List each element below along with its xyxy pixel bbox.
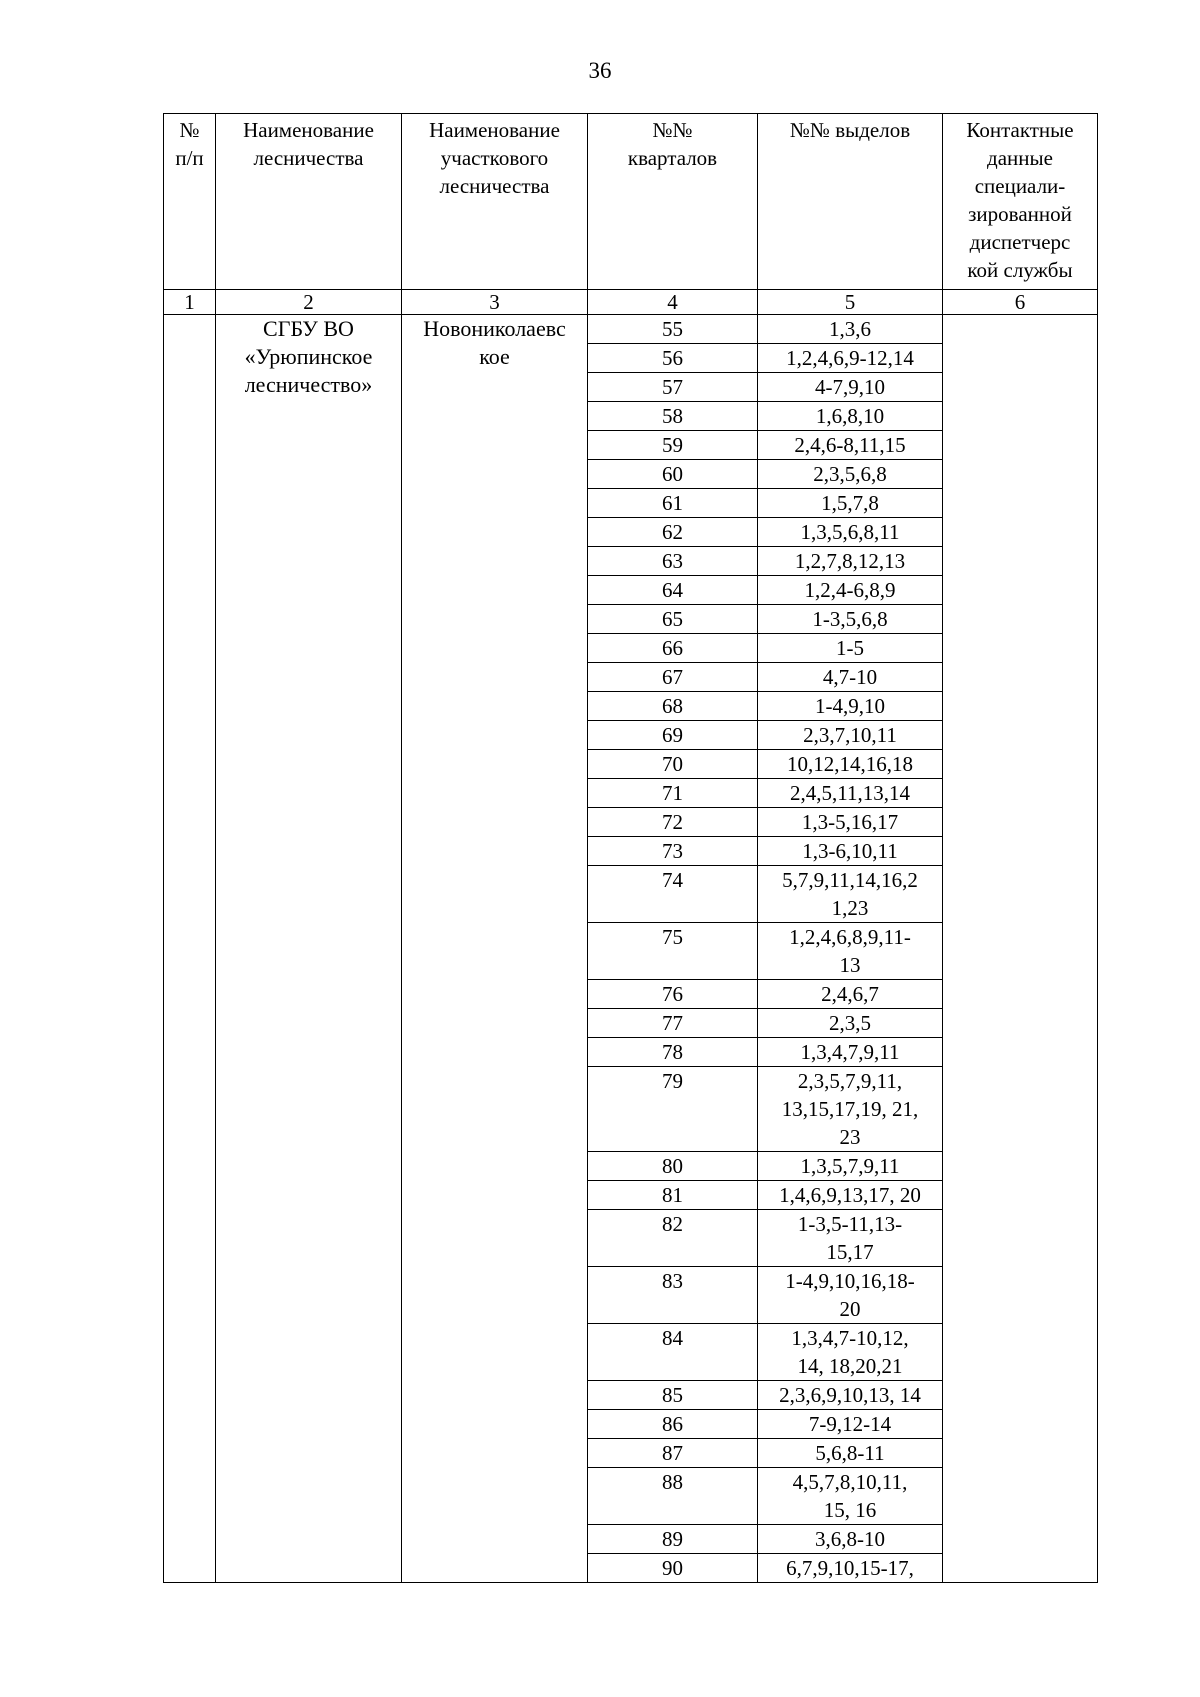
- quarter-number: 73: [588, 837, 758, 866]
- plot-numbers: 4,7-10: [758, 663, 943, 692]
- plot-numbers: 1-3,5-11,13- 15,17: [758, 1210, 943, 1267]
- plot-numbers: 3,6,8-10: [758, 1525, 943, 1554]
- quarter-number: 80: [588, 1152, 758, 1181]
- forestry-table: [163, 113, 1098, 1583]
- quarter-number: 59: [588, 431, 758, 460]
- quarter-number: 71: [588, 779, 758, 808]
- plot-numbers: 7-9,12-14: [758, 1410, 943, 1439]
- header-row: [164, 114, 1098, 290]
- plot-numbers: 1,3-5,16,17: [758, 808, 943, 837]
- plot-numbers: 1,2,4-6,8,9: [758, 576, 943, 605]
- plot-numbers: 2,3,7,10,11: [758, 721, 943, 750]
- quarter-number: 72: [588, 808, 758, 837]
- plot-numbers: 1-4,9,10: [758, 692, 943, 721]
- quarter-number: 85: [588, 1381, 758, 1410]
- plot-numbers: 1,3-6,10,11: [758, 837, 943, 866]
- quarter-number: 89: [588, 1525, 758, 1554]
- header-cell: Наименование участкового лесничества: [402, 114, 588, 290]
- quarter-number: 66: [588, 634, 758, 663]
- column-number: 3: [402, 290, 588, 315]
- plot-numbers: 2,3,5,7,9,11, 13,15,17,19, 21, 23: [758, 1067, 943, 1152]
- column-number: 5: [758, 290, 943, 315]
- plot-numbers: 10,12,14,16,18: [758, 750, 943, 779]
- plot-numbers: 1-3,5,6,8: [758, 605, 943, 634]
- quarter-number: 57: [588, 373, 758, 402]
- quarter-number: 67: [588, 663, 758, 692]
- row-number-cell: [164, 315, 216, 1583]
- header-cell: Контактные данные специали- зированной диспетчерс кой службы: [943, 114, 1098, 290]
- quarter-number: 75: [588, 923, 758, 980]
- quarter-number: 58: [588, 402, 758, 431]
- quarter-number: 76: [588, 980, 758, 1009]
- plot-numbers: 2,3,6,9,10,13, 14: [758, 1381, 943, 1410]
- contact-cell: [943, 315, 1098, 1583]
- plot-numbers: 1-4,9,10,16,18- 20: [758, 1267, 943, 1324]
- quarter-number: 64: [588, 576, 758, 605]
- quarter-number: 62: [588, 518, 758, 547]
- plot-numbers: 1-5: [758, 634, 943, 663]
- plot-numbers: 5,6,8-11: [758, 1439, 943, 1468]
- quarter-number: 61: [588, 489, 758, 518]
- header-cell: Наименование лесничества: [216, 114, 402, 290]
- plot-numbers: 1,3,5,6,8,11: [758, 518, 943, 547]
- header-cell: № п/п: [164, 114, 216, 290]
- quarter-number: 83: [588, 1267, 758, 1324]
- quarter-number: 63: [588, 547, 758, 576]
- forestry-name: СГБУ ВО «Урюпинское лесничество»: [216, 315, 402, 1583]
- quarter-number: 56: [588, 344, 758, 373]
- plot-numbers: 1,6,8,10: [758, 402, 943, 431]
- quarter-number: 82: [588, 1210, 758, 1267]
- plot-numbers: 1,2,4,6,8,9,11- 13: [758, 923, 943, 980]
- header-cell: №№ кварталов: [588, 114, 758, 290]
- quarter-number: 74: [588, 866, 758, 923]
- column-number: 2: [216, 290, 402, 315]
- plot-numbers: 2,4,5,11,13,14: [758, 779, 943, 808]
- quarter-number: 65: [588, 605, 758, 634]
- plot-numbers: 4,5,7,8,10,11, 15, 16: [758, 1468, 943, 1525]
- plot-numbers: 1,3,4,7,9,11: [758, 1038, 943, 1067]
- quarter-number: 86: [588, 1410, 758, 1439]
- quarter-number: 79: [588, 1067, 758, 1152]
- plot-numbers: 5,7,9,11,14,16,2 1,23: [758, 866, 943, 923]
- plot-numbers: 2,3,5: [758, 1009, 943, 1038]
- column-number: 4: [588, 290, 758, 315]
- quarter-number: 69: [588, 721, 758, 750]
- plot-numbers: 1,5,7,8: [758, 489, 943, 518]
- plot-numbers: 2,3,5,6,8: [758, 460, 943, 489]
- plot-numbers: 1,3,5,7,9,11: [758, 1152, 943, 1181]
- quarter-number: 84: [588, 1324, 758, 1381]
- plot-numbers: 4-7,9,10: [758, 373, 943, 402]
- quarter-number: 68: [588, 692, 758, 721]
- page-number: 36: [588, 58, 612, 83]
- plot-numbers: 6,7,9,10,15-17,: [758, 1554, 943, 1583]
- column-number-row: [164, 290, 1098, 315]
- quarter-number: 55: [588, 315, 758, 344]
- quarter-number: 70: [588, 750, 758, 779]
- quarter-number: 77: [588, 1009, 758, 1038]
- quarter-number: 60: [588, 460, 758, 489]
- plot-numbers: 2,4,6-8,11,15: [758, 431, 943, 460]
- quarter-number: 78: [588, 1038, 758, 1067]
- plot-numbers: 1,2,7,8,12,13: [758, 547, 943, 576]
- quarter-number: 90: [588, 1554, 758, 1583]
- plot-numbers: 1,3,4,7-10,12, 14, 18,20,21: [758, 1324, 943, 1381]
- plot-numbers: 1,3,6: [758, 315, 943, 344]
- table-body: [164, 315, 1098, 1583]
- district-name: Новониколаевс кое: [402, 315, 588, 1583]
- plot-numbers: 1,2,4,6,9-12,14: [758, 344, 943, 373]
- quarter-number: 87: [588, 1439, 758, 1468]
- plot-numbers: 1,4,6,9,13,17, 20: [758, 1181, 943, 1210]
- column-number: 6: [943, 290, 1098, 315]
- plot-numbers: 2,4,6,7: [758, 980, 943, 1009]
- quarter-number: 81: [588, 1181, 758, 1210]
- column-number: 1: [164, 290, 216, 315]
- quarter-number: 88: [588, 1468, 758, 1525]
- header-cell: №№ выделов: [758, 114, 943, 290]
- table-row: [164, 315, 1098, 344]
